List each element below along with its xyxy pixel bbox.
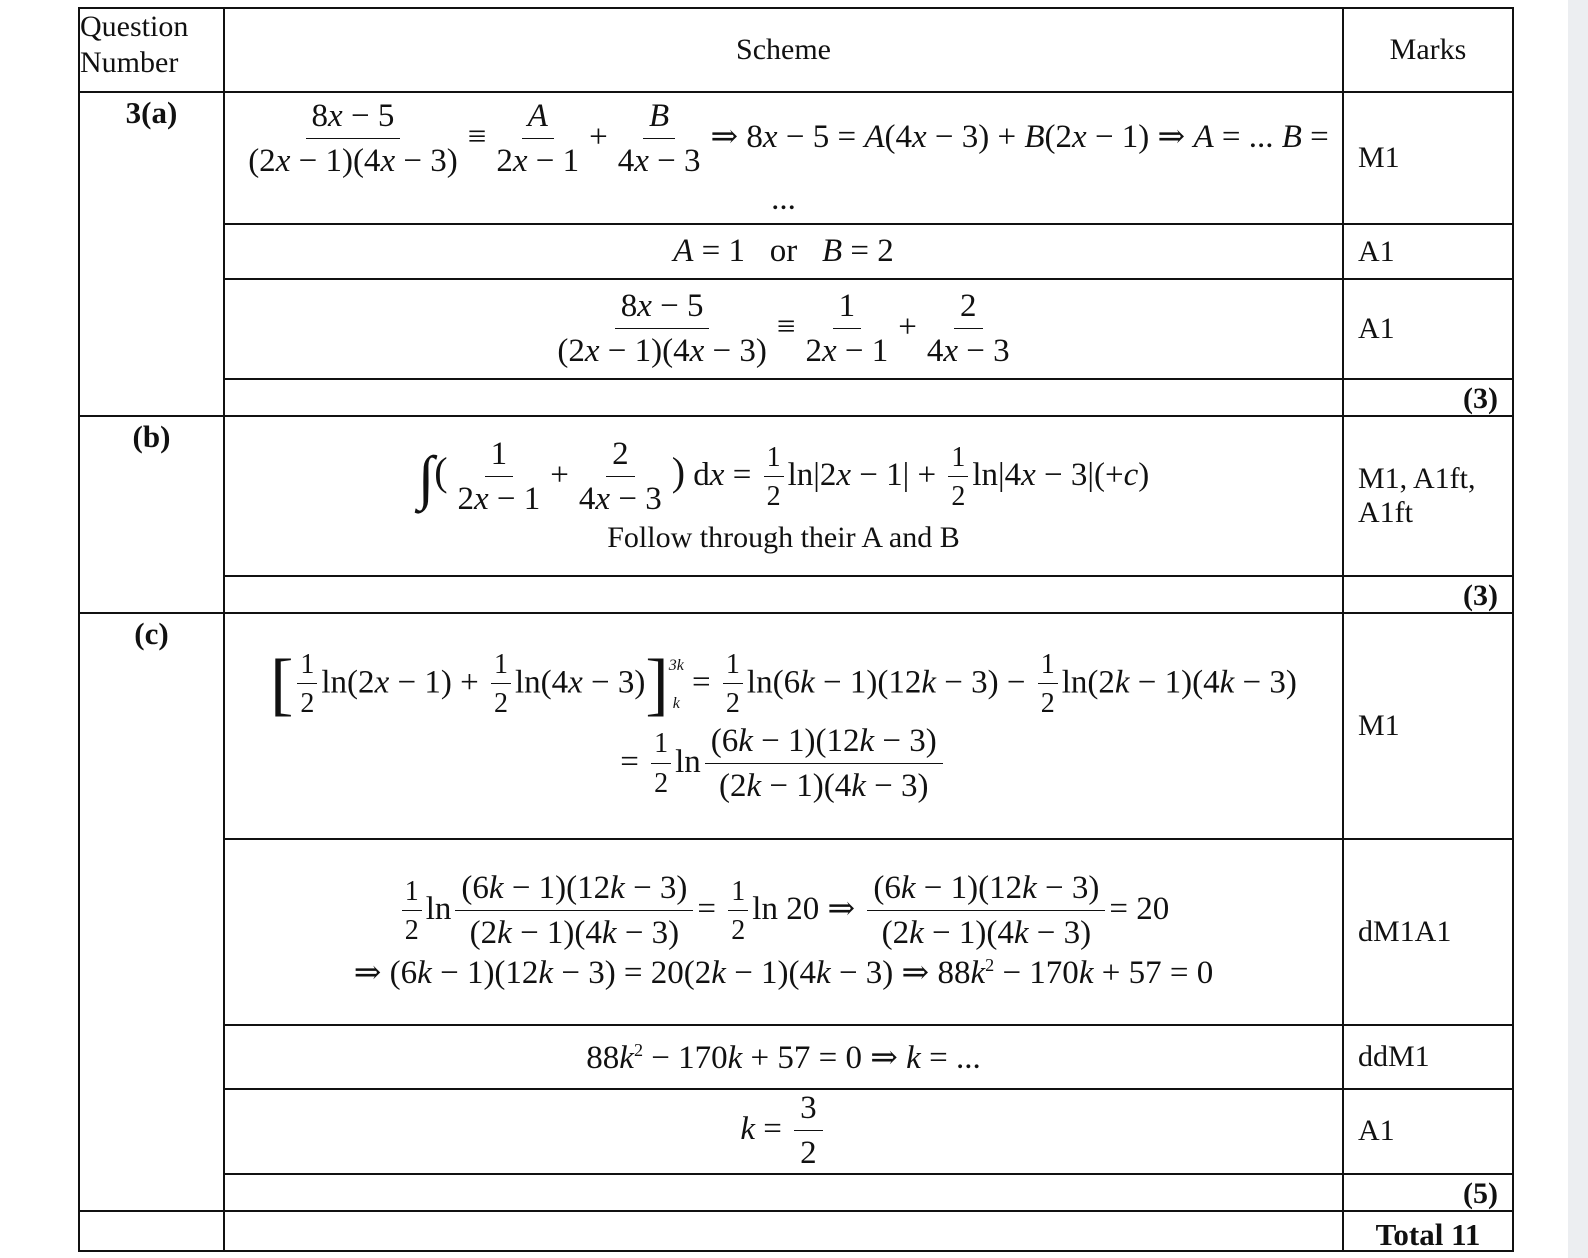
mark-b-1: M1, A1ft, A1ft: [1343, 416, 1513, 576]
total-blank-2: [224, 1211, 1343, 1251]
or-text: or: [769, 233, 798, 269]
scheme-a-values: A = 1 or B = 2: [224, 224, 1343, 279]
row-b-1: [79, 416, 1513, 576]
scheme-b-blank: [224, 576, 1343, 613]
row-a-3: [79, 279, 1513, 379]
scheme-b-integral: ∫( $\frac{1}{2x - 1}$ + $\frac{2}{4x - 3}$ ) dx = $\frac{1}{2}$ ln|2x − 1| + $\frac{1}{2}$ ln|4x − 3|(+c) Follow through their A and B: [224, 416, 1343, 576]
header-question-number: Question Number: [79, 8, 224, 92]
mark-scheme-table: [78, 7, 1514, 1252]
row-c-subtotal: [79, 1174, 1513, 1211]
row-a-1: [79, 92, 1513, 224]
row-c-4: [79, 1089, 1513, 1174]
row-c-3: [79, 1025, 1513, 1089]
subtotal-c: (5): [1343, 1174, 1513, 1211]
scheme-a-partial-fractions: $\frac{8x - 5}{(2x - 1)(4x - 3)}$ ≡ $\frac{A}{2x - 1}$ + $\frac{B}{4x - 3}$ ⇒ 8x − 5 = A(4x − 3) + B(2x − 1) ⇒ A = ... B = ...: [224, 92, 1343, 224]
follow-through-note: Follow through their A and B: [607, 520, 960, 554]
scheme-c-equation: $\frac{1}{2}$ ln $\frac{(6k - 1)(12k - 3)}{(2k - 1)(4k - 3)}$ = $\frac{1}{2}$ ln 20 ⇒ $\frac{(6k - 1)(12k - 3)}{(2k - 1)(4k - 3)}$ = 20 ⇒ (6k − 1)(12k − 3) = 20(2k − 1)(4k − 3) ⇒ $88k^2 - 170k + 57 = 0$: [224, 839, 1343, 1025]
scheme-a-result: $\frac{8x - 5}{(2x - 1)(4x - 3)}$ ≡ $\frac{1}{2x - 1}$ + $\frac{2}{4x - 3}$: [224, 279, 1343, 379]
scheme-c-blank: [224, 1174, 1343, 1211]
row-c-2: [79, 839, 1513, 1025]
header-marks: Marks: [1343, 8, 1513, 92]
scheme-c-quadratic: $88k^2 - 170k + 57 = 0$ ⇒ k = ...: [224, 1025, 1343, 1089]
header-scheme: Scheme: [224, 8, 1343, 92]
row-a-2: [79, 224, 1513, 279]
total-blank-1: [79, 1211, 224, 1251]
header-row: [79, 8, 1513, 92]
mark-c-2: dM1A1: [1343, 839, 1513, 1025]
row-b-subtotal: [79, 576, 1513, 613]
viewer-scroll-edge: [1568, 0, 1588, 1258]
mark-c-4: A1: [1343, 1089, 1513, 1174]
row-total: [79, 1211, 1513, 1251]
mark-a-3: A1: [1343, 279, 1513, 379]
row-a-subtotal: [79, 379, 1513, 416]
subtotal-b: (3): [1343, 576, 1513, 613]
question-label-a: 3(a): [79, 92, 224, 416]
subtotal-a: (3): [1343, 379, 1513, 416]
scheme-c-limits: [ $\frac{1}{2}$ ln(2x − 1) + $\frac{1}{2}$ ln(4x − 3)] 3k k = $\frac{1}{2}$ ln(6k − 1)(12k − 3) − $\frac{1}{2}$ ln(2k − 1)(4k − 3) = $\frac{1}{2}$ ln $\frac{(6k - 1)(12k - 3)}{(2k - 1)(4k - 3)}$: [224, 613, 1343, 839]
mark-c-1: M1: [1343, 613, 1513, 839]
row-c-1: [79, 613, 1513, 839]
question-label-b: (b): [79, 416, 224, 613]
total-marks: Total 11: [1343, 1211, 1513, 1251]
mark-c-3: ddM1: [1343, 1025, 1513, 1089]
scheme-a-blank: [224, 379, 1343, 416]
mark-a-2: A1: [1343, 224, 1513, 279]
mark-a-1: M1: [1343, 92, 1513, 224]
scheme-c-answer: k = $\frac{3}{2}$: [224, 1089, 1343, 1174]
question-label-c: (c): [79, 613, 224, 1211]
